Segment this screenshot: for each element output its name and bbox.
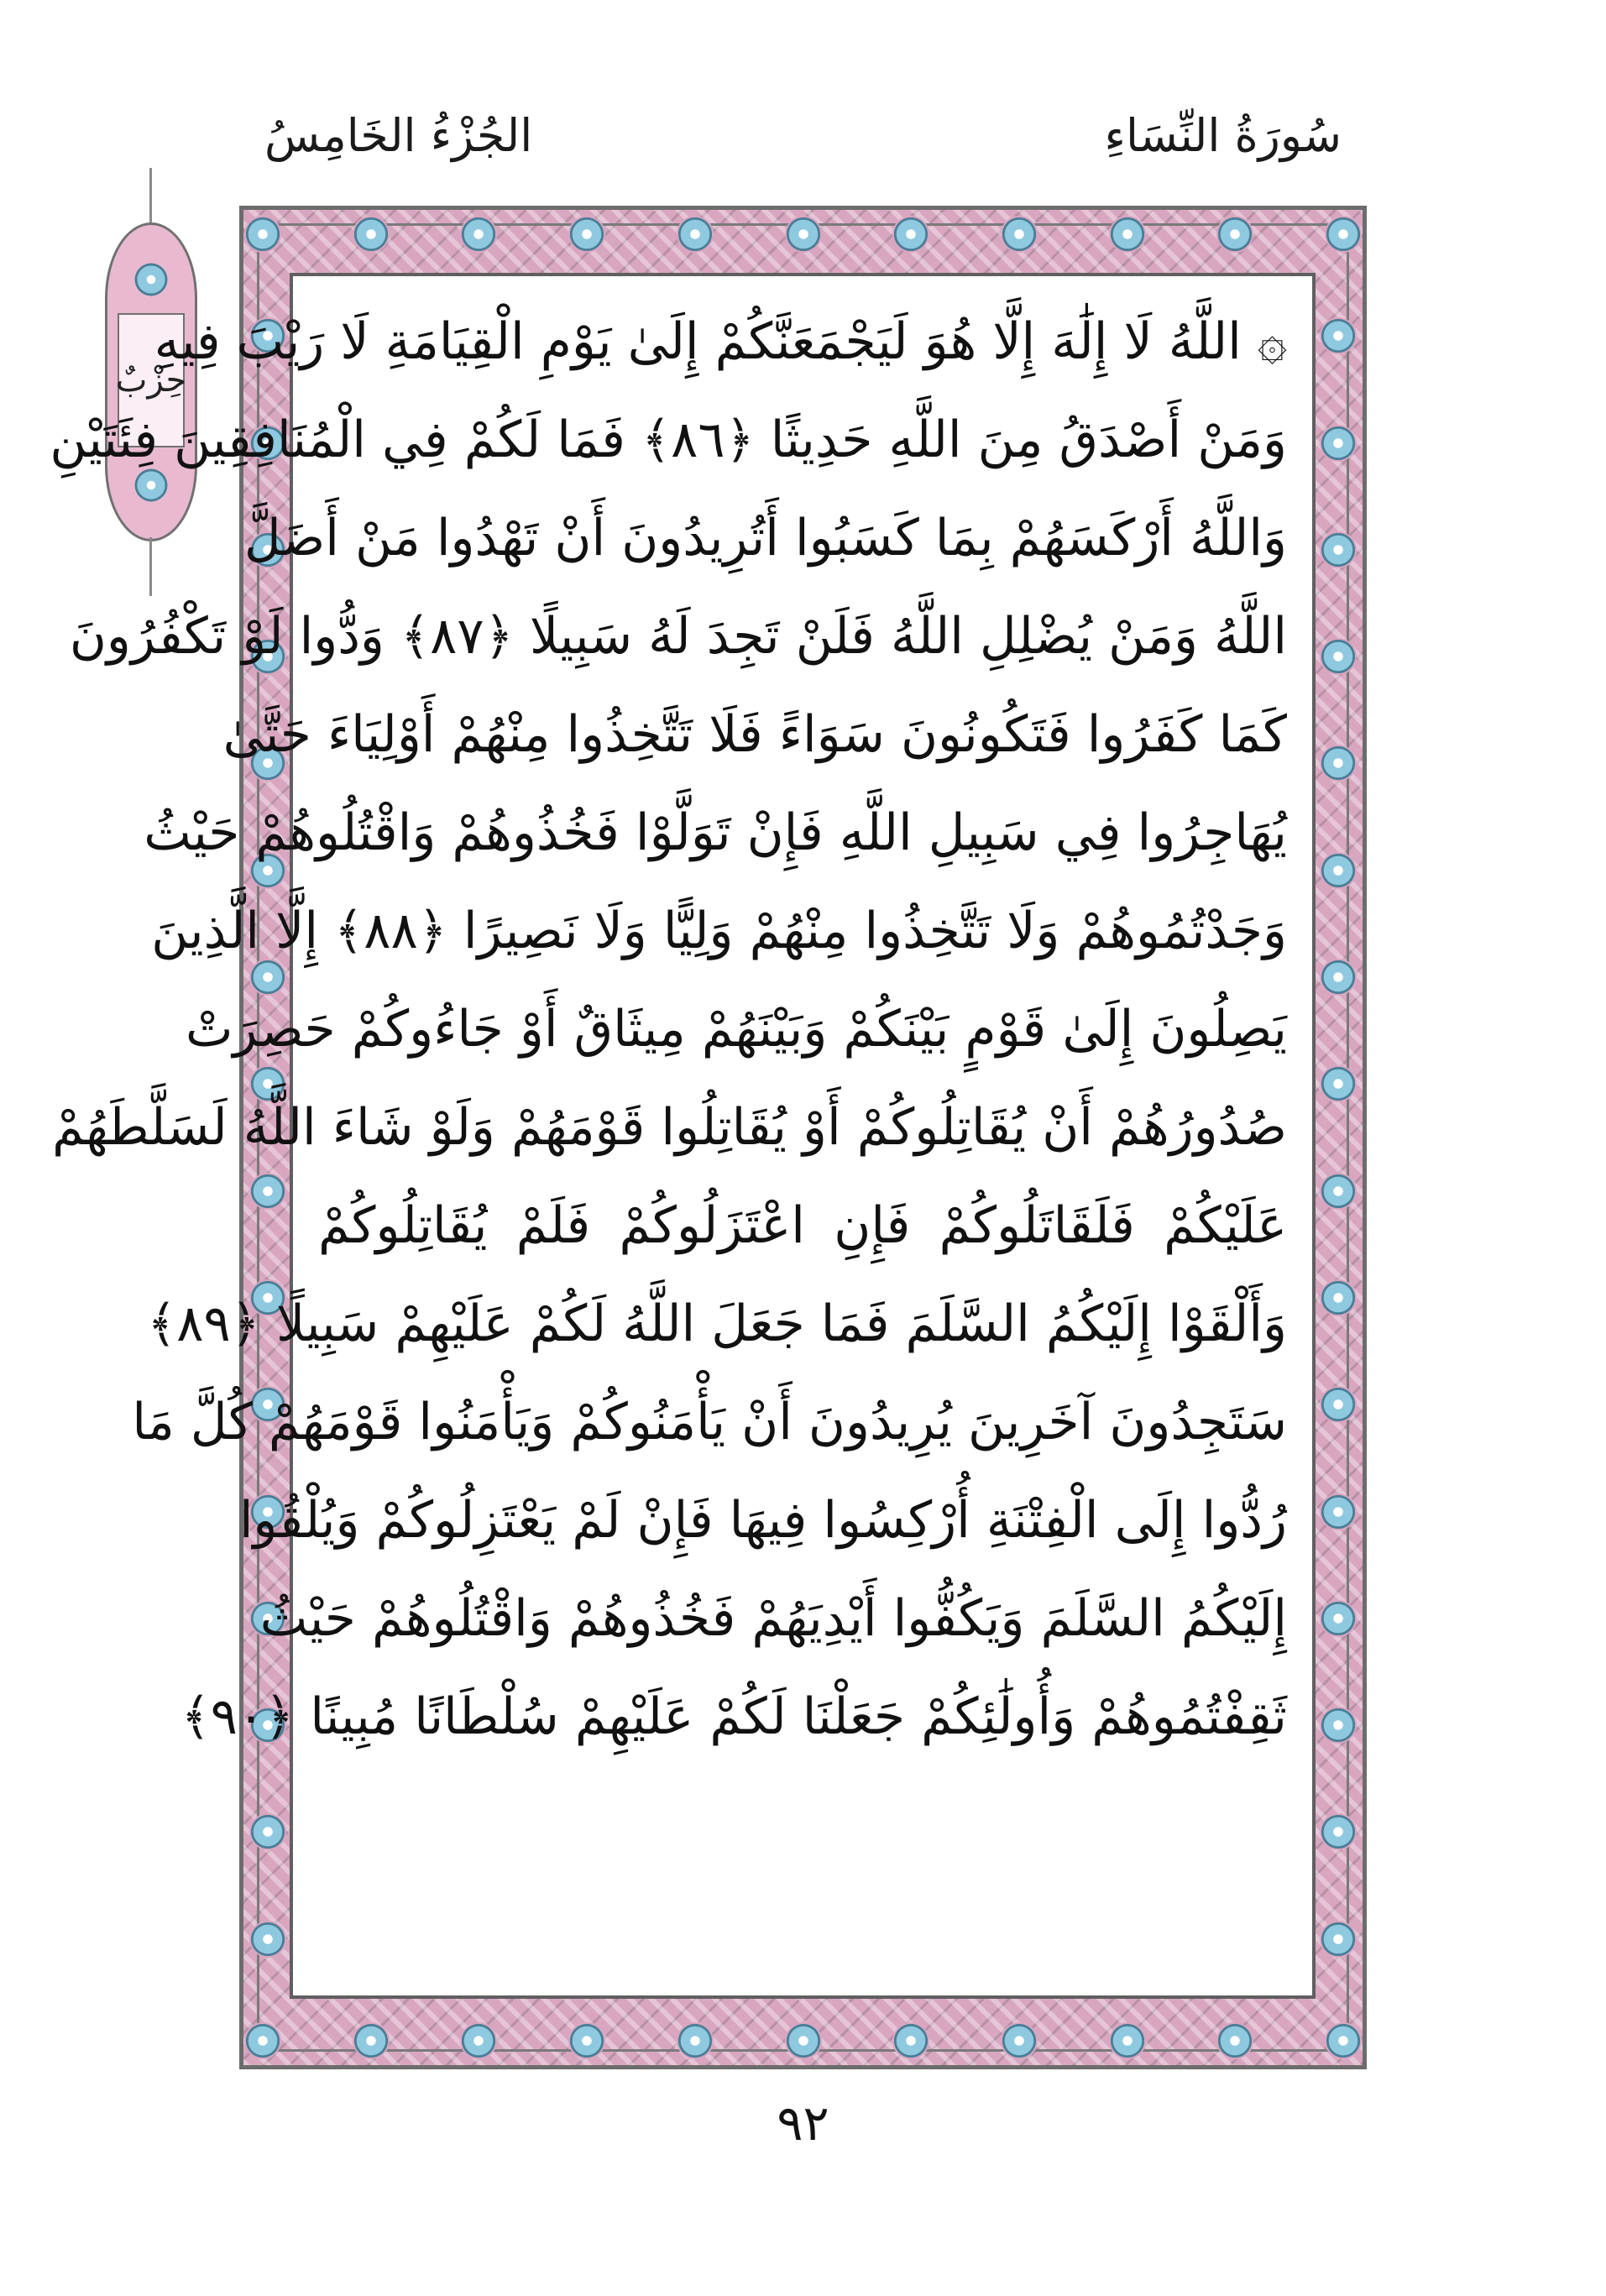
flower-icon xyxy=(568,2022,605,2059)
page-number: ٩٢ xyxy=(777,2095,829,2152)
verse-line: وَجَدْتُمُوهُمْ وَلَا تَتَّخِذُوا مِنْهُمْ وَلِيًّا وَلَا نَصِيرًا ﴿٨٨﴾ إِلَّا الَّذِينَ xyxy=(151,902,1287,960)
hizb-label: حِزْبٌ xyxy=(115,361,187,400)
verse-line: رُدُّوا إِلَى الْفِتْنَةِ أُرْكِسُوا فِيهَا فَإِنْ لَمْ يَعْتَزِلُوكُمْ وَيُلْقُوا xyxy=(238,1491,1287,1550)
surah-name: سُورَةُ النِّسَاءِ xyxy=(1104,109,1342,162)
verse-line: صُدُورُهُمْ أَنْ يُقَاتِلُوكُمْ أَوْ يُقَاتِلُوا قَوْمَهُمْ وَلَوْ شَاءَ اللَّهُ لَسَلَّطَهُمْ xyxy=(52,1098,1287,1157)
verse-line: إِلَيْكُمُ السَّلَمَ وَيَكُفُّوا أَيْدِيَهُمْ فَخُذُوهُمْ وَاقْتُلُوهُمْ حَيْثُ xyxy=(259,1589,1287,1648)
verse-line: وَأَلْقَوْا إِلَيْكُمُ السَّلَمَ فَمَا جَعَلَ اللَّهُ لَكُمْ عَلَيْهِمْ سَبِيلًا ﴿٨٩﴾ xyxy=(147,1294,1287,1353)
flower-icon xyxy=(1320,959,1357,996)
flower-icon xyxy=(677,216,714,253)
verse-line: سَتَجِدُونَ آخَرِينَ يُرِيدُونَ أَنْ يَأْمَنُوكُمْ وَيَأْمَنُوا قَوْمَهُمْ كُلَّ مَا xyxy=(132,1393,1287,1451)
flower-icon xyxy=(1320,1707,1357,1744)
verse-line: ثَقِفْتُمُوهُمْ وَأُولَٰئِكُمْ جَعَلْنَا لَكُمْ عَلَيْهِمْ سُلْطَانًا مُبِينًا ﴿٩٠﴾ xyxy=(180,1687,1287,1746)
flower-icon xyxy=(1320,1600,1357,1637)
flower-icon xyxy=(1325,2022,1362,2059)
hizb-rule-top xyxy=(149,168,152,227)
verse-line: يُهَاجِرُوا فِي سَبِيلِ اللَّهِ فَإِنْ تَوَلَّوْا فَخُذُوهُمْ وَاقْتُلُوهُمْ حَيْثُ xyxy=(144,803,1287,862)
flower-icon xyxy=(1320,1173,1357,1210)
flower-icon xyxy=(1109,216,1146,253)
juz-name: الجُزْءُ الخَامِسُ xyxy=(264,109,533,162)
verse-line: عَلَيْكُمْ فَلَقَاتَلُوكُمْ فَإِنِ اعْتَزَلُوكُمْ فَلَمْ يُقَاتِلُوكُمْ xyxy=(318,1196,1287,1255)
verse-line: يَصِلُونَ إِلَىٰ قَوْمٍ بَيْنَكُمْ وَبَيْنَهُمْ مِيثَاقٌ أَوْ جَاءُوكُمْ حَصِرَتْ xyxy=(185,1000,1287,1059)
flower-icon xyxy=(353,216,390,253)
flower-icon xyxy=(892,216,929,253)
verse-line: وَاللَّهُ أَرْكَسَهُمْ بِمَا كَسَبُوا أَتُرِيدُونَ أَنْ تَهْدُوا مَنْ أَضَلَّ xyxy=(243,509,1287,567)
verse-line: ۞ اللَّهُ لَا إِلَٰهَ إِلَّا هُوَ لَيَجْمَعَنَّكُمْ إِلَىٰ يَوْمِ الْقِيَامَةِ لَا رَيْبَ فِيهِ xyxy=(154,312,1287,371)
flower-icon xyxy=(785,216,822,253)
flower-icon xyxy=(1320,1921,1357,1958)
flower-icon xyxy=(1109,2022,1146,2059)
flower-icon xyxy=(1320,852,1357,889)
flower-icon xyxy=(244,216,281,253)
flower-icon xyxy=(1216,216,1253,253)
flower-icon xyxy=(1216,2022,1253,2059)
flower-icon xyxy=(1320,1279,1357,1316)
verse-line: وَمَنْ أَصْدَقُ مِنَ اللَّهِ حَدِيثًا ﴿٨٦﴾ فَمَا لَكُمْ فِي الْمُنَافِقِينَ فِئَتَيْنِ xyxy=(50,411,1287,469)
flower-icon xyxy=(1320,317,1357,354)
flower-icon xyxy=(249,1921,286,1958)
flower-icon xyxy=(1001,216,1038,253)
verse-line: اللَّهُ وَمَنْ يُضْلِلِ اللَّهُ فَلَنْ تَجِدَ لَهُ سَبِيلًا ﴿٨٧﴾ وَدُّوا لَوْ تَكْفُرُونَ xyxy=(69,607,1287,666)
flower-icon xyxy=(1320,1386,1357,1423)
flower-icon xyxy=(568,216,605,253)
flower-icon xyxy=(353,2022,390,2059)
flower-icon xyxy=(249,1173,286,1210)
flower-icon xyxy=(1325,216,1362,253)
flower-icon xyxy=(1320,638,1357,675)
flower-icon xyxy=(785,2022,822,2059)
flower-icon xyxy=(1320,425,1357,462)
flower-icon xyxy=(892,2022,929,2059)
flower-icon xyxy=(1320,531,1357,568)
flower-icon xyxy=(134,263,168,296)
flower-icon xyxy=(1001,2022,1038,2059)
verse-line: كَمَا كَفَرُوا فَتَكُونُونَ سَوَاءً فَلَا تَتَّخِذُوا مِنْهُمْ أَوْلِيَاءَ حَتَّىٰ xyxy=(222,705,1287,764)
flower-icon xyxy=(677,2022,714,2059)
flower-icon xyxy=(1320,1493,1357,1530)
flower-icon xyxy=(244,2022,281,2059)
